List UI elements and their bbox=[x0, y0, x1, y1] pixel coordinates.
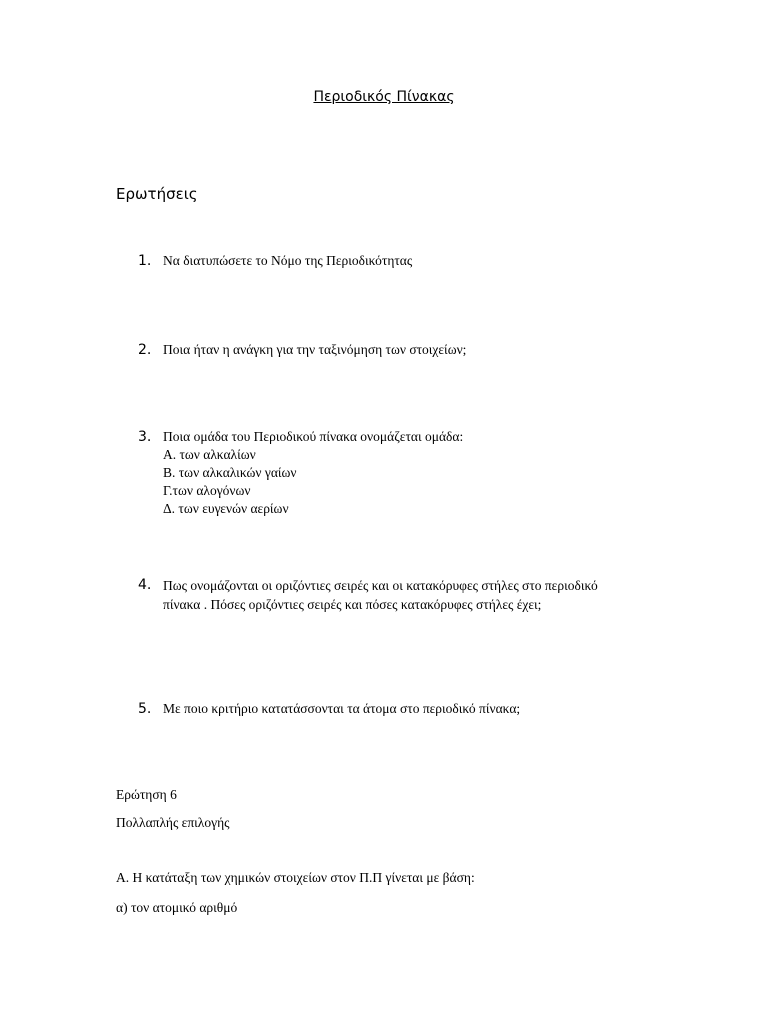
question-number: 4. bbox=[138, 577, 152, 593]
question-text: Με ποιο κριτήριο κατατάσσονται τα άτομα στο περιοδικό πίνακα; bbox=[163, 701, 521, 716]
question-4 bbox=[138, 576, 628, 614]
option-d: Δ. των ευγενών αερίων bbox=[163, 501, 289, 516]
option-a: Α. των αλκαλίων bbox=[163, 447, 256, 462]
question-number: 1. bbox=[138, 253, 152, 269]
option-c: Γ.των αλογόνων bbox=[163, 483, 251, 498]
section-heading: Ερωτήσεις bbox=[116, 185, 198, 203]
question-text: Ποια ήταν η ανάγκη για την ταξινόμηση των στοιχείων; bbox=[163, 342, 467, 357]
question-2 bbox=[138, 341, 638, 359]
question-text: Πως ονομάζονται οι οριζόντιες σειρές και οι κατακόρυφες στήλες στο περιοδικό πίνακα . Πόσες οριζόντιες σειρές και πόσες κατακόρυφες στήλες έχει; bbox=[163, 578, 598, 612]
question-3 bbox=[138, 428, 638, 518]
question-text: Να διατυπώσετε το Νόμο της Περιοδικότητας bbox=[163, 253, 413, 268]
question-5 bbox=[138, 700, 638, 718]
question-1 bbox=[138, 252, 638, 270]
question-6-statement: Α. Η κατάταξη των χημικών στοιχείων στον Π.Π γίνεται με βάση: bbox=[116, 870, 475, 885]
question-6-heading: Ερώτηση 6 bbox=[116, 787, 177, 802]
option-b: Β. των αλκαλικών γαίων bbox=[163, 465, 297, 480]
document-title: Περιοδικός Πίνακας bbox=[313, 89, 455, 105]
question-text: Ποια ομάδα του Περιοδικού πίνακα ονομάζεται ομάδα: bbox=[163, 429, 464, 444]
question-number: 2. bbox=[138, 342, 152, 358]
question-6-subheading: Πολλαπλής επιλογής bbox=[116, 815, 230, 830]
question-number: 3. bbox=[138, 429, 152, 445]
answer-options bbox=[163, 446, 638, 518]
question-number: 5. bbox=[138, 701, 152, 717]
question-6-option-a: α) τον ατομικό αριθμό bbox=[116, 900, 238, 915]
